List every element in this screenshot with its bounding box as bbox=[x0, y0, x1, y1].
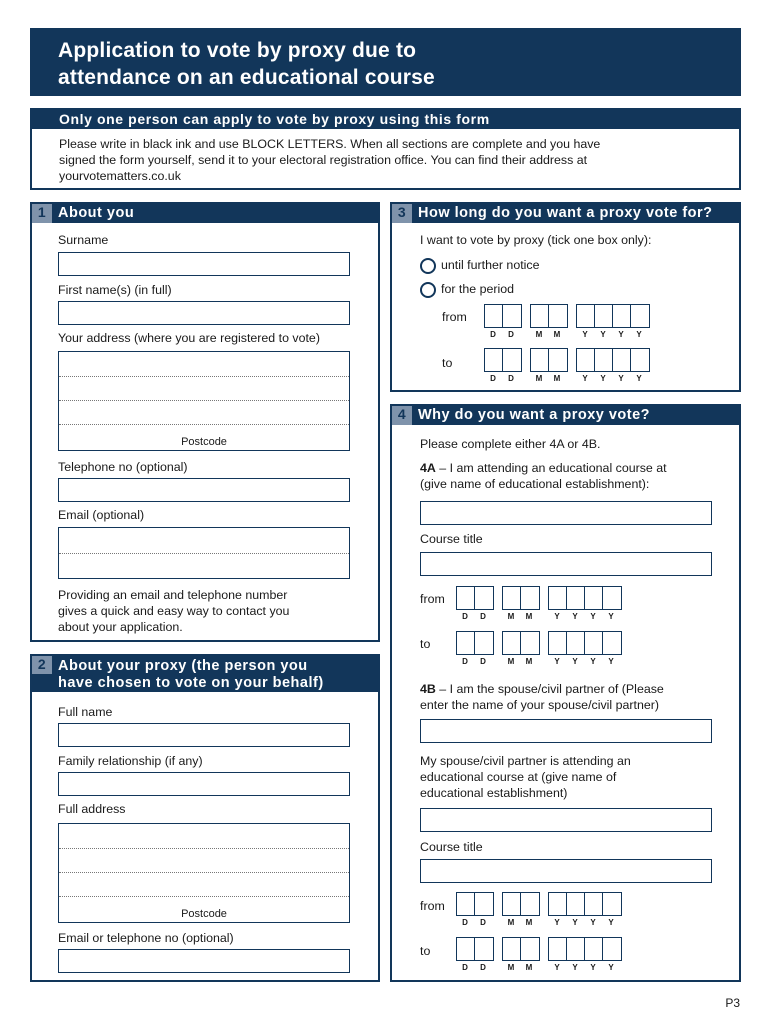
dotted-line bbox=[59, 553, 349, 554]
spouse-course-from-date[interactable] bbox=[456, 892, 630, 927]
digit-cells bbox=[548, 631, 622, 655]
form-title-line2: attendance on an educational course bbox=[58, 66, 435, 89]
section-number: 4 bbox=[392, 406, 412, 425]
until-further-notice-radio[interactable] bbox=[420, 258, 436, 274]
option-4a-label: 4A bbox=[420, 461, 436, 475]
digit-box[interactable] bbox=[585, 632, 603, 654]
period-to-date[interactable] bbox=[484, 348, 658, 383]
spouse-course-line: My spouse/civil partner is attending an bbox=[420, 754, 631, 768]
digit-captions bbox=[484, 374, 522, 383]
digit-box[interactable] bbox=[595, 305, 613, 327]
digit-box[interactable] bbox=[595, 349, 613, 371]
digit-captions bbox=[548, 918, 622, 927]
digit-caption: Y bbox=[572, 918, 578, 927]
section-about-you bbox=[30, 202, 380, 642]
digit-box[interactable] bbox=[585, 893, 603, 915]
digit-box[interactable] bbox=[475, 893, 493, 915]
day-group bbox=[484, 348, 522, 383]
digit-caption: Y bbox=[590, 657, 596, 666]
digit-captions bbox=[530, 330, 568, 339]
form-title bbox=[30, 28, 741, 96]
section-title: Why do you want a proxy vote? bbox=[418, 407, 651, 423]
form-title-line1: Application to vote by proxy due to bbox=[58, 39, 417, 62]
digit-caption: Y bbox=[608, 963, 614, 972]
digit-captions bbox=[576, 374, 650, 383]
digit-cells bbox=[576, 304, 650, 328]
full-address-input[interactable] bbox=[58, 823, 350, 923]
digit-box[interactable] bbox=[521, 893, 539, 915]
option-4a-line1 bbox=[420, 460, 667, 476]
digit-caption: D bbox=[490, 374, 496, 383]
digit-captions bbox=[484, 330, 522, 339]
month-group bbox=[502, 631, 540, 666]
digit-captions bbox=[576, 330, 650, 339]
option-4b-line2: enter the name of your spouse/civil partner) bbox=[420, 698, 659, 712]
digit-box[interactable] bbox=[503, 893, 521, 915]
digit-box[interactable] bbox=[549, 893, 567, 915]
intro-line: yourvotematters.co.uk bbox=[59, 169, 181, 183]
spouse-course-title-input[interactable] bbox=[420, 859, 712, 883]
section-title: How long do you want a proxy vote for? bbox=[418, 205, 713, 221]
course-to-date[interactable] bbox=[456, 631, 630, 666]
digit-box[interactable] bbox=[521, 938, 539, 960]
day-group bbox=[456, 631, 494, 666]
digit-box[interactable] bbox=[503, 305, 521, 327]
to-label: to bbox=[420, 637, 431, 651]
course-title-label: Course title bbox=[420, 840, 483, 854]
full-name-input[interactable] bbox=[58, 723, 350, 747]
dotted-line bbox=[59, 376, 349, 377]
digit-captions bbox=[530, 374, 568, 383]
digit-box[interactable] bbox=[567, 587, 585, 609]
for-the-period-radio[interactable] bbox=[420, 282, 436, 298]
digit-cells bbox=[548, 586, 622, 610]
digit-caption: D bbox=[462, 918, 468, 927]
digit-caption: D bbox=[480, 612, 486, 621]
address-label: Your address (where you are registered to vote) bbox=[58, 331, 320, 345]
option-4b-text: – I am the spouse/civil partner of (Please bbox=[435, 682, 664, 696]
surname-input[interactable] bbox=[58, 252, 350, 276]
digit-cells bbox=[484, 304, 522, 328]
digit-caption: Y bbox=[600, 374, 606, 383]
telephone-input[interactable] bbox=[58, 478, 350, 502]
digit-cells bbox=[548, 892, 622, 916]
digit-caption: M bbox=[525, 963, 533, 972]
digit-box[interactable] bbox=[567, 632, 585, 654]
digit-box[interactable] bbox=[503, 632, 521, 654]
digit-cells bbox=[530, 304, 568, 328]
digit-caption: Y bbox=[590, 612, 596, 621]
course-from-date[interactable] bbox=[456, 586, 630, 621]
course-title-input[interactable] bbox=[420, 552, 712, 576]
digit-caption: M bbox=[553, 374, 561, 383]
digit-box[interactable] bbox=[457, 632, 475, 654]
spouse-name-input[interactable] bbox=[420, 719, 712, 743]
digit-caption: D bbox=[462, 963, 468, 972]
digit-caption: Y bbox=[582, 330, 588, 339]
digit-caption: Y bbox=[554, 918, 560, 927]
section-header bbox=[392, 406, 739, 425]
digit-cells bbox=[484, 348, 522, 372]
full-address-label: Full address bbox=[58, 802, 126, 816]
intro-line: signed the form yourself, send it to your electoral registration office. You can find their address at bbox=[59, 153, 588, 167]
digit-captions bbox=[456, 963, 494, 972]
digit-caption: M bbox=[525, 612, 533, 621]
digit-caption: M bbox=[507, 612, 515, 621]
digit-caption: Y bbox=[618, 330, 624, 339]
digit-box[interactable] bbox=[531, 349, 549, 371]
day-group bbox=[456, 892, 494, 927]
digit-box[interactable] bbox=[603, 632, 621, 654]
digit-caption: D bbox=[462, 612, 468, 621]
duration-instruction: I want to vote by proxy (tick one box only): bbox=[420, 233, 652, 247]
digit-caption: D bbox=[490, 330, 496, 339]
digit-cells bbox=[502, 937, 540, 961]
digit-cells bbox=[456, 586, 494, 610]
from-label: from bbox=[420, 899, 445, 913]
spouse-establishment-input[interactable] bbox=[420, 808, 712, 832]
period-from-date[interactable] bbox=[484, 304, 658, 339]
year-group bbox=[576, 304, 650, 339]
digit-cells bbox=[456, 892, 494, 916]
digit-box[interactable] bbox=[549, 305, 567, 327]
digit-box[interactable] bbox=[457, 893, 475, 915]
digit-captions bbox=[502, 657, 540, 666]
digit-caption: Y bbox=[636, 330, 642, 339]
contact-note: about your application. bbox=[58, 620, 183, 634]
section-title-line: have chosen to vote on your behalf) bbox=[58, 675, 324, 691]
digit-box[interactable] bbox=[549, 587, 567, 609]
telephone-label: Telephone no (optional) bbox=[58, 460, 188, 474]
page-number: P3 bbox=[725, 996, 740, 1010]
year-group bbox=[576, 348, 650, 383]
digit-caption: Y bbox=[600, 330, 606, 339]
digit-caption: D bbox=[480, 963, 486, 972]
digit-captions bbox=[548, 612, 622, 621]
year-group bbox=[548, 586, 622, 621]
digit-caption: M bbox=[535, 330, 543, 339]
contact-note: gives a quick and easy way to contact you bbox=[58, 604, 290, 618]
digit-caption: M bbox=[507, 918, 515, 927]
postcode-label: Postcode bbox=[181, 436, 227, 448]
digit-box[interactable] bbox=[567, 893, 585, 915]
digit-caption: Y bbox=[608, 612, 614, 621]
section-title: About you bbox=[58, 205, 135, 221]
spouse-course-line: educational course at (give name of bbox=[420, 770, 617, 784]
course-title-label: Course title bbox=[420, 532, 483, 546]
digit-box[interactable] bbox=[631, 305, 649, 327]
month-group bbox=[530, 348, 568, 383]
digit-box[interactable] bbox=[475, 632, 493, 654]
digit-cells bbox=[502, 892, 540, 916]
spouse-course-to-date[interactable] bbox=[456, 937, 630, 972]
digit-cells bbox=[530, 348, 568, 372]
digit-cells bbox=[456, 937, 494, 961]
digit-box[interactable] bbox=[631, 349, 649, 371]
digit-caption: Y bbox=[554, 612, 560, 621]
digit-box[interactable] bbox=[457, 938, 475, 960]
year-group bbox=[548, 631, 622, 666]
day-group bbox=[484, 304, 522, 339]
digit-box[interactable] bbox=[485, 349, 503, 371]
digit-cells bbox=[456, 631, 494, 655]
digit-cells bbox=[576, 348, 650, 372]
email-input[interactable] bbox=[58, 527, 350, 579]
to-label: to bbox=[442, 356, 453, 370]
digit-captions bbox=[548, 963, 622, 972]
section-number: 1 bbox=[32, 204, 52, 223]
digit-box[interactable] bbox=[485, 305, 503, 327]
digit-caption: Y bbox=[572, 612, 578, 621]
digit-captions bbox=[502, 918, 540, 927]
option-4b-line1 bbox=[420, 681, 664, 697]
intro-line: Please write in black ink and use BLOCK LETTERS. When all sections are complete and you have bbox=[59, 137, 601, 151]
digit-caption: D bbox=[480, 657, 486, 666]
digit-box[interactable] bbox=[603, 587, 621, 609]
day-group bbox=[456, 937, 494, 972]
from-label: from bbox=[442, 310, 467, 324]
dotted-line bbox=[59, 424, 349, 425]
section-header bbox=[392, 204, 739, 223]
digit-box[interactable] bbox=[503, 938, 521, 960]
section-header bbox=[32, 656, 378, 692]
intro-text bbox=[32, 129, 739, 184]
digit-caption: D bbox=[480, 918, 486, 927]
digit-captions bbox=[456, 918, 494, 927]
digit-box[interactable] bbox=[457, 587, 475, 609]
digit-cells bbox=[502, 586, 540, 610]
digit-box[interactable] bbox=[531, 305, 549, 327]
digit-box[interactable] bbox=[521, 587, 539, 609]
first-names-input[interactable] bbox=[58, 301, 350, 325]
digit-cells bbox=[548, 937, 622, 961]
contact-note: Providing an email and telephone number bbox=[58, 588, 288, 602]
option-4a-text: – I am attending an educational course at bbox=[435, 461, 667, 475]
option-4b-label: 4B bbox=[420, 682, 436, 696]
digit-box[interactable] bbox=[577, 349, 595, 371]
contact-input[interactable] bbox=[58, 949, 350, 973]
section-number: 2 bbox=[32, 656, 52, 674]
year-group bbox=[548, 892, 622, 927]
digit-captions bbox=[456, 657, 494, 666]
dotted-line bbox=[59, 400, 349, 401]
postcode-label: Postcode bbox=[181, 908, 227, 920]
digit-caption: Y bbox=[636, 374, 642, 383]
contact-label: Email or telephone no (optional) bbox=[58, 931, 234, 945]
section-title-line: About your proxy (the person you bbox=[58, 658, 308, 674]
dotted-line bbox=[59, 848, 349, 849]
digit-caption: Y bbox=[590, 918, 596, 927]
to-label: to bbox=[420, 944, 431, 958]
month-group bbox=[530, 304, 568, 339]
digit-caption: M bbox=[525, 918, 533, 927]
digit-box[interactable] bbox=[503, 587, 521, 609]
digit-box[interactable] bbox=[475, 587, 493, 609]
until-further-notice-label: until further notice bbox=[441, 258, 540, 272]
spouse-course-line: educational establishment) bbox=[420, 786, 568, 800]
digit-caption: Y bbox=[582, 374, 588, 383]
digit-box[interactable] bbox=[549, 938, 567, 960]
for-the-period-label: for the period bbox=[441, 282, 515, 296]
digit-box[interactable] bbox=[549, 349, 567, 371]
digit-caption: Y bbox=[572, 657, 578, 666]
digit-caption: Y bbox=[590, 963, 596, 972]
digit-caption: M bbox=[535, 374, 543, 383]
digit-caption: D bbox=[462, 657, 468, 666]
day-group bbox=[456, 586, 494, 621]
digit-box[interactable] bbox=[613, 305, 631, 327]
section-number: 3 bbox=[392, 204, 412, 223]
digit-caption: M bbox=[525, 657, 533, 666]
dotted-line bbox=[59, 872, 349, 873]
digit-caption: M bbox=[507, 963, 515, 972]
digit-box[interactable] bbox=[475, 938, 493, 960]
relationship-input[interactable] bbox=[58, 772, 350, 796]
establishment-input[interactable] bbox=[420, 501, 712, 525]
digit-caption: M bbox=[507, 657, 515, 666]
surname-label: Surname bbox=[58, 233, 109, 247]
digit-captions bbox=[548, 657, 622, 666]
section-title bbox=[52, 656, 378, 692]
digit-caption: D bbox=[508, 330, 514, 339]
digit-captions bbox=[502, 963, 540, 972]
first-names-label: First name(s) (in full) bbox=[58, 283, 172, 297]
month-group bbox=[502, 937, 540, 972]
full-name-label: Full name bbox=[58, 705, 113, 719]
year-group bbox=[548, 937, 622, 972]
section-header bbox=[32, 204, 378, 223]
month-group bbox=[502, 586, 540, 621]
digit-box[interactable] bbox=[549, 632, 567, 654]
digit-box[interactable] bbox=[603, 893, 621, 915]
from-label: from bbox=[420, 592, 445, 606]
address-input[interactable] bbox=[58, 351, 350, 451]
digit-caption: Y bbox=[572, 963, 578, 972]
month-group bbox=[502, 892, 540, 927]
email-label: Email (optional) bbox=[58, 508, 145, 522]
section-about-proxy bbox=[30, 654, 380, 982]
digit-caption: Y bbox=[618, 374, 624, 383]
digit-caption: Y bbox=[554, 657, 560, 666]
section-proxy-duration bbox=[390, 202, 741, 392]
reason-instruction: Please complete either 4A or 4B. bbox=[420, 437, 601, 451]
digit-caption: Y bbox=[608, 918, 614, 927]
digit-cells bbox=[502, 631, 540, 655]
digit-box[interactable] bbox=[585, 587, 603, 609]
intro-panel bbox=[30, 108, 741, 190]
digit-box[interactable] bbox=[577, 305, 595, 327]
digit-caption: M bbox=[553, 330, 561, 339]
digit-box[interactable] bbox=[521, 632, 539, 654]
digit-box[interactable] bbox=[503, 349, 521, 371]
digit-caption: Y bbox=[554, 963, 560, 972]
intro-heading: Only one person can apply to vote by proxy using this form bbox=[32, 110, 739, 129]
digit-box[interactable] bbox=[567, 938, 585, 960]
digit-box[interactable] bbox=[603, 938, 621, 960]
digit-box[interactable] bbox=[585, 938, 603, 960]
digit-caption: Y bbox=[608, 657, 614, 666]
digit-caption: D bbox=[508, 374, 514, 383]
option-4a-line2: (give name of educational establishment): bbox=[420, 477, 650, 491]
digit-box[interactable] bbox=[613, 349, 631, 371]
digit-captions bbox=[502, 612, 540, 621]
digit-captions bbox=[456, 612, 494, 621]
section-proxy-reason bbox=[390, 404, 741, 982]
relationship-label: Family relationship (if any) bbox=[58, 754, 203, 768]
dotted-line bbox=[59, 896, 349, 897]
